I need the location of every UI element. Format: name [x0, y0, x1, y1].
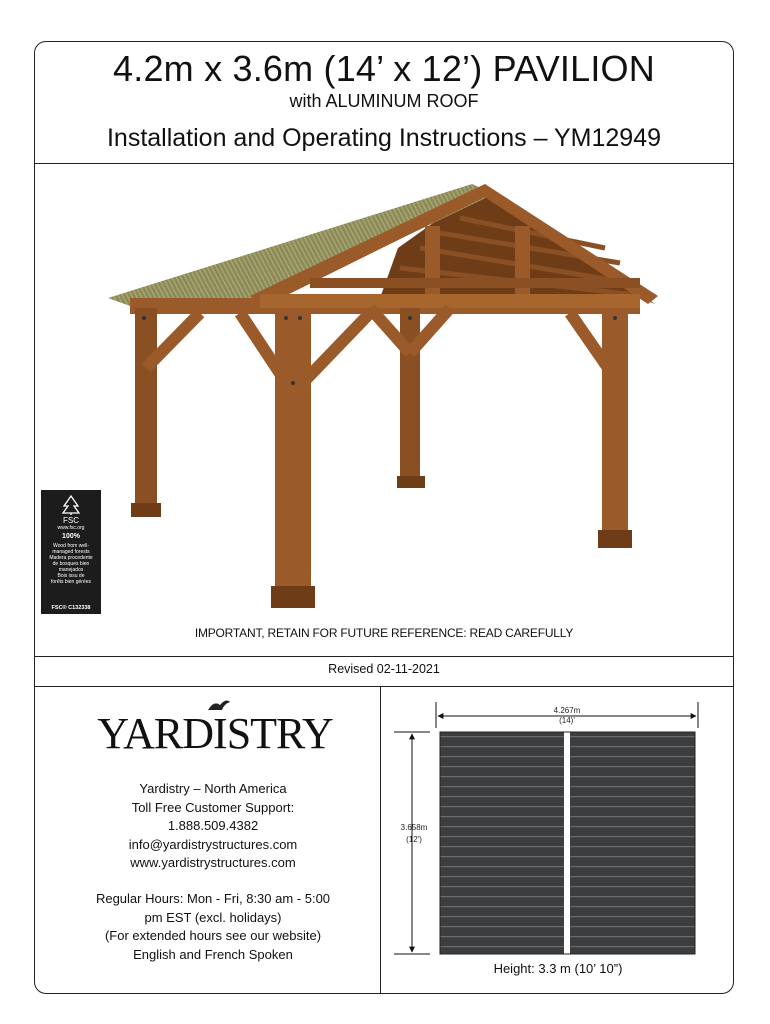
hours-line1: Regular Hours: Mon - Fri, 8:30 am - 5:00	[95, 891, 331, 906]
fsc-brand: FSC	[63, 516, 79, 525]
divider-revised	[34, 686, 734, 687]
support-phone: 1.888.509.4382	[167, 818, 259, 833]
fsc-line1: Wood from well-	[52, 543, 90, 549]
fsc-percent: 100%	[62, 533, 80, 540]
depth-imperial: (12')	[406, 835, 422, 844]
support-email: info@yardistrystructures.com	[128, 836, 298, 852]
fsc-line6: Bois issu de	[57, 573, 85, 579]
hours-line3: (For extended hours see our website)	[104, 928, 322, 943]
fsc-line3: Madera procedente	[49, 555, 93, 561]
width-imperial: (14)'	[559, 716, 575, 725]
fsc-line2: managed forests	[52, 549, 90, 555]
depth-metric: 3.658m	[400, 823, 428, 832]
important-notice: IMPORTANT, RETAIN FOR FUTURE REFERENCE: READ CAREFULLY	[194, 626, 574, 640]
fsc-tree-icon	[60, 494, 82, 516]
hours-line2: pm EST (excl. holidays)	[144, 909, 282, 925]
fsc-line7: forêts bien gérées	[50, 579, 92, 585]
support-label: Toll Free Customer Support:	[131, 799, 295, 815]
pavilion-illustration	[100, 178, 665, 618]
fsc-code: FSC® C132338	[51, 605, 91, 611]
post-back-left	[135, 308, 157, 508]
post-front-left	[275, 308, 311, 592]
roof-plan-diagram	[386, 696, 726, 958]
brand-logo-text: YARDISTRY	[97, 709, 333, 758]
post-back-right	[400, 308, 420, 480]
fsc-certification-label	[41, 490, 101, 614]
fsc-line5: manejados	[58, 567, 84, 573]
divider-title	[34, 163, 734, 164]
company-name: Yardistry – North America	[139, 781, 287, 796]
fsc-site: www.fsc.org	[57, 525, 85, 531]
revision-date: Revised 02-11-2021	[328, 662, 440, 676]
product-subtitle: with ALUMINUM ROOF	[289, 91, 479, 111]
divider-image	[34, 656, 734, 657]
post-front-right	[602, 308, 628, 530]
divider-bottom-columns	[380, 686, 381, 994]
document-title: Installation and Operating Instructions – YM12949	[106, 124, 662, 152]
languages-spoken: English and French Spoken	[133, 946, 293, 962]
hours-block	[82, 890, 344, 964]
product-title: 4.2m x 3.6m (14’ x 12’) PAVILION	[113, 48, 655, 89]
fsc-line4: de bosques bien	[52, 561, 90, 567]
contact-block	[82, 780, 344, 873]
width-metric: 4.267m	[553, 706, 581, 715]
company-website: www.yardistrystructures.com	[130, 855, 296, 870]
pavilion-height: Height: 3.3 m (10’ 10”)	[493, 961, 623, 976]
